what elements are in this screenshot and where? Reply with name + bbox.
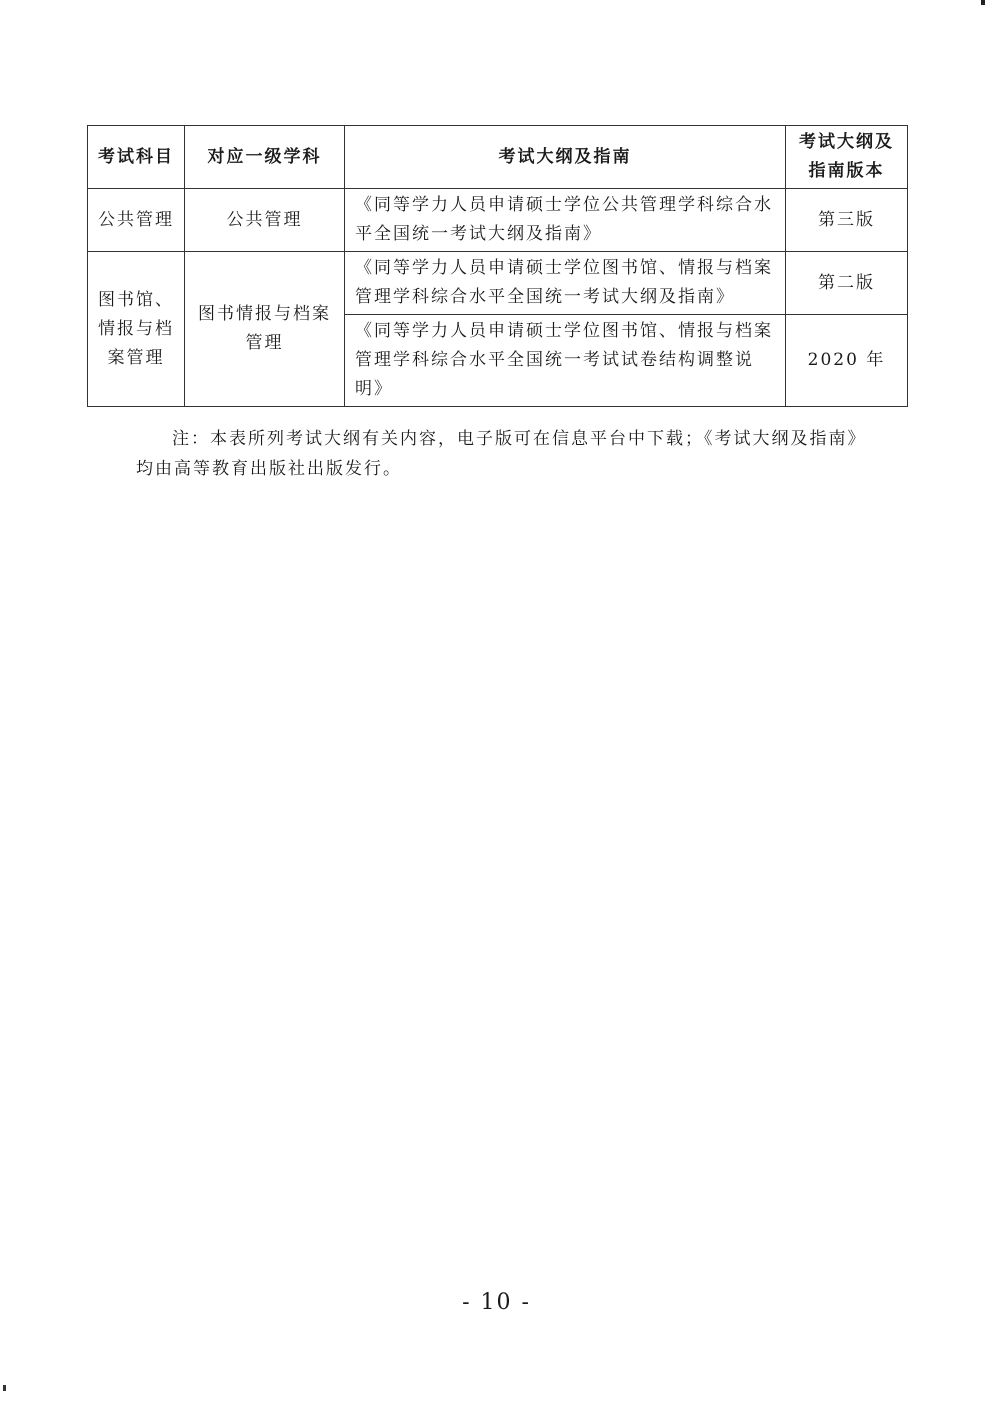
row1-discipline: 公共管理 xyxy=(185,189,345,252)
row3-version: 2020 年 xyxy=(786,315,908,407)
row1-guide: 《同等学力人员申请硕士学位公共管理学科综合水平全国统一考试大纲及指南》 xyxy=(345,189,786,252)
row2-version: 第二版 xyxy=(786,252,908,315)
scan-mark xyxy=(981,0,985,5)
header-discipline: 对应一级学科 xyxy=(185,126,345,189)
header-subject: 考试科目 xyxy=(88,126,185,189)
row1-subject: 公共管理 xyxy=(88,189,185,252)
scan-mark xyxy=(3,1385,6,1391)
row3-guide: 《同等学力人员申请硕士学位图书馆、情报与档案管理学科综合水平全国统一考试试卷结构调整说明》 xyxy=(345,315,786,407)
row2-subject: 图书馆、情报与档案管理 xyxy=(88,252,185,407)
syllabus-table xyxy=(87,125,908,407)
row1-version: 第三版 xyxy=(786,189,908,252)
table-row xyxy=(88,189,908,252)
row2-guide: 《同等学力人员申请硕士学位图书馆、情报与档案管理学科综合水平全国统一考试大纲及指南》 xyxy=(345,252,786,315)
table-header-row xyxy=(88,126,908,189)
table-row xyxy=(88,252,908,315)
header-guide: 考试大纲及指南 xyxy=(345,126,786,189)
header-version: 考试大纲及指南版本 xyxy=(786,126,908,189)
table-note xyxy=(136,424,866,484)
note-text: 注：本表所列考试大纲有关内容，电子版可在信息平台中下载；《考试大纲及指南》均由高等教育出版社出版发行。 xyxy=(136,429,858,479)
row2-discipline: 图书情报与档案管理 xyxy=(185,252,345,407)
page-number: - 10 - xyxy=(462,1290,531,1315)
